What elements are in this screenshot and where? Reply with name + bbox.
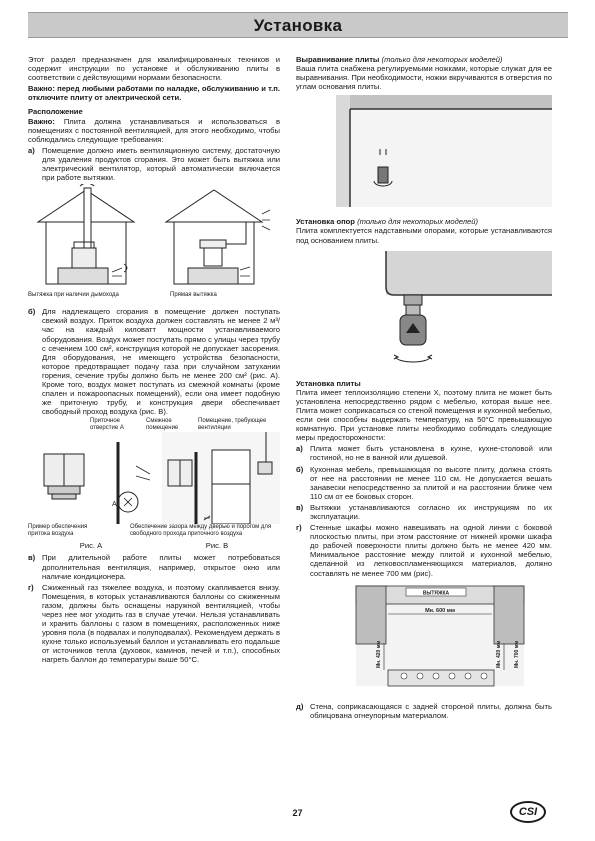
list-text: Кухонная мебель, превышающая по высоте плиту, должна стоять от нее на расстоянии не менее 110 см. Не допускается вешать занавески непосредственно за плитой и на расстоянии ближе чем 110 см от ее боковых сторон.	[310, 464, 552, 501]
fig2-label-ventilated-room: Помещение, требующее вентиляции	[198, 418, 267, 432]
right-list-item-g	[296, 523, 552, 578]
right-list-item-a	[296, 444, 552, 462]
list-item-v	[28, 553, 280, 580]
list-marker: в)	[28, 553, 36, 563]
list-marker: д)	[296, 701, 304, 711]
list-text: Стенные шкафы можно навешивать на одной линии с боковой плоскостью плиты, при этом расстояние от нижней кромки шкафа до рабочей поверхности плиты должно быть не менее 420 мм. Минимальное расстояние между плитой и кухонной мебелью, сделанной из легковоспламеняющихся материалов, должно составлять не менее 700 мм (рис).	[310, 523, 552, 578]
fig2-letter-a: A	[112, 501, 117, 509]
placement-paragraph	[28, 117, 280, 144]
csi-logo: CSI	[510, 801, 546, 823]
list-marker: а)	[28, 145, 35, 155]
fig2-label-adjacent-room: Смежное помещение	[146, 418, 179, 432]
left-column	[28, 55, 280, 667]
min-700-label: Мн. 700 мм	[514, 640, 520, 668]
fig1-caption-right: Прямая вытяжка	[170, 292, 217, 299]
fig2-captions	[28, 524, 280, 538]
list-marker: б)	[296, 464, 304, 474]
fig2-top-labels	[28, 418, 280, 432]
hood-label: ВЫТЯЖКА	[422, 590, 450, 597]
list-text: Для надлежащего сгорания в помещение должен поступать свежий воздух. Приток воздуха должен составлять не менее 2 м³/час на каждый киловатт мощности устанавливаемого оборудования. Воздух может поступать прямо с улицы через трубу с сечением 100 см², конструкция которой не допускает засорения. Для оборудования, не имеющего устройства безопасности, которое предотвращает подачу газа при случайном затухании горения, сечение трубы должно быть не менее 200 см² (рис. А). Кроме того, воздух может поступать из смежной комнаты (кроме спален и пожароопасных помещений), если она имеет подобную же приточную трубу, и конструкция двери обеспечивает свободный проход воздуха (рис. В).	[42, 307, 280, 417]
list-text: Вытяжки устанавливаются согласно их инструкциям по их эксплуатации.	[310, 502, 552, 521]
list-text: Помещение должно иметь вентиляционную систему, достаточную для удаления продуктов сгорания. Это может быть вытяжка или электрический вентилятор, который автоматически включается при работе вытяжки.	[42, 145, 280, 183]
fig-a-label: Рис. А	[79, 541, 103, 551]
supports-paragraph: Плита комплектуется надставными опорами, которые устанавливаются под основанием плиты.	[296, 226, 552, 245]
supports-heading-text: Установка опор	[296, 217, 355, 227]
list-marker: г)	[28, 582, 34, 592]
leveling-foot-figure	[296, 95, 552, 207]
right-column	[296, 55, 552, 722]
ventilation-houses-figure	[28, 184, 280, 294]
house-direct-exhaust-illustration	[166, 190, 270, 284]
clearance-diagram-figure	[296, 584, 552, 694]
right-list-item-b	[296, 465, 552, 501]
list-marker: в)	[296, 502, 304, 512]
support-feet-figure	[296, 251, 552, 367]
fig1-captions	[28, 292, 280, 299]
house-with-chimney-illustration	[38, 184, 134, 284]
fig2-label-inlet: Приточное отверстие А	[90, 418, 124, 432]
page-number: 27	[292, 808, 303, 818]
list-marker: г)	[296, 523, 302, 533]
leveling-paragraph: Ваша плита снабжена регулируемыми ножками, которые служат для ее выравнивания. При необходимости, ножки вкручиваются в отверстия по углам основания плиты.	[296, 64, 552, 92]
placement-important-label: Важно:	[28, 116, 55, 126]
supports-heading	[296, 217, 552, 226]
min-600-label: Мн. 600 мм	[425, 607, 455, 614]
fig-b-label: Рис. В	[205, 541, 229, 551]
page-title: Установка	[253, 16, 343, 35]
leveling-heading-note: (только для некоторых моделей)	[381, 55, 503, 64]
list-item-a	[28, 146, 280, 182]
right-list-item-v	[296, 503, 552, 521]
list-text: Стена, соприкасающаяся с задней стороной плиты, должна быть облицована огнеупорным материалом.	[310, 701, 552, 720]
install-paragraph: Плита имеет теплоизоляцию степени X, поэтому плита не может быть установлена непосредственно рядом с мебелью, которая выше нее. Плита может соприкасаться со стеной помещения и кухонной мебелью, если они способны выдержать температуру, на 50°C превышающую комнатную. При установке плиты необходимо соблюдать следующие меры предосторожности:	[296, 387, 552, 443]
install-heading: Установка плиты	[296, 378, 361, 388]
min-420-right-label: Мн. 420 мм	[496, 640, 502, 668]
air-supply-figure	[28, 432, 280, 524]
list-marker: б)	[28, 307, 36, 317]
list-text: Плита может быть установлена в кухне, кухне-столовой или гостиной, но не в ванной или душевой.	[310, 444, 552, 463]
list-text: Сжиженный газ тяжелее воздуха, и поэтому скапливается внизу. Помещения, в которых устанавливаются баллоны со сжиженным газом, должны быть оснащены наружной вентиляцией, чтобы через нее мог уходить газ в случае утечки. Нельзя устанавливать и хранить баллоны с газом в помещениях, расположенных ниже уровня пола (в подвалах и полуподвалах). Рекомендуем держать в кухне только используемый баллон и устанавливать его подальше от источников тепла (духовок, каминов, печей и т.п.), способных нагреть баллон до температуры выше 50°C.	[42, 582, 280, 665]
placement-heading: Расположение	[28, 107, 83, 117]
list-item-b	[28, 307, 280, 416]
fig2-caption-right: Обеспечение зазора между дверью и порогом для свободного прохода приточного воздуха	[130, 524, 272, 538]
placement-text: Плита должна устанавливаться и использоваться в помещениях с постоянной вентиляцией, для этого необходимо, чтобы соблюдались следующие требования:	[28, 116, 280, 144]
fig2-caption-left: Пример обеспечения притока воздуха	[28, 524, 88, 538]
leveling-heading	[296, 55, 552, 64]
fig1-caption-left: Вытяжка при наличии дымохода	[28, 292, 119, 299]
supports-heading-note: (только для некоторых моделей)	[357, 217, 478, 227]
list-marker: а)	[296, 444, 303, 454]
right-list-item-d	[296, 702, 552, 720]
intro-paragraph: Этот раздел предназначен для квалифицированных техников и содержит инструкции по установке и обслуживанию плиты в соответствии с действующими нормами безопасности.	[28, 55, 280, 83]
min-420-left-label: Мн. 420 мм	[376, 640, 382, 668]
page-header	[28, 12, 568, 38]
leveling-heading-text: Выравнивание плиты	[296, 55, 380, 64]
fig2-labels	[28, 541, 280, 550]
safety-warning: Важно: перед любыми работами по наладке, обслуживанию и т.п. отключите плиту от электрической сети.	[28, 84, 280, 103]
list-text: При длительной работе плиты может потребоваться дополнительная вентиляция, например, открытое окно или наличие кондиционера.	[42, 553, 280, 581]
list-item-g	[28, 583, 280, 665]
